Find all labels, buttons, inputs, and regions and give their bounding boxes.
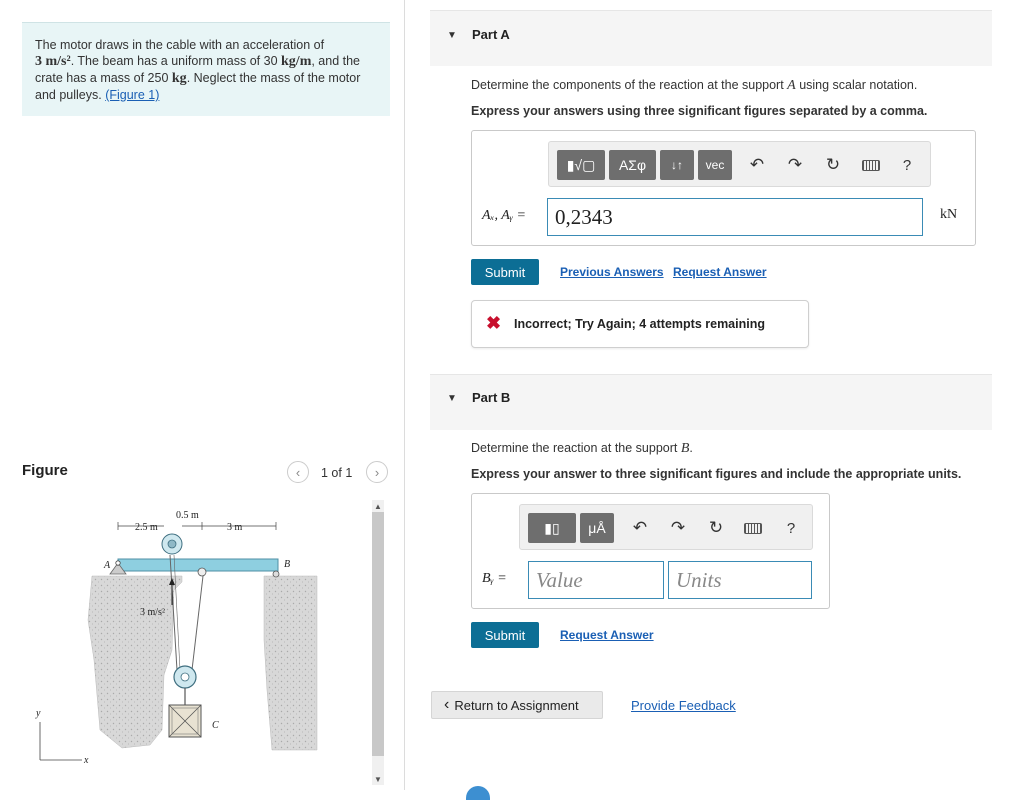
vector-button[interactable]: vec: [698, 150, 732, 180]
left-wall: [88, 576, 182, 748]
figure-heading: Figure: [22, 462, 68, 479]
part-a-instruction: Express your answers using three significant figures separated by a comma.: [471, 104, 928, 118]
figure-diagram: [22, 500, 367, 780]
part-a-prompt-after: using scalar notation.: [795, 78, 918, 92]
part-a-title: Part A: [472, 27, 510, 42]
part-a-feedback: [471, 300, 809, 348]
label-b: B: [284, 559, 291, 570]
problem-text-1: The motor draws in the cable with an acceleration of: [35, 38, 325, 52]
help-icon[interactable]: ?: [786, 519, 796, 537]
chevron-left-icon: ‹: [444, 696, 450, 713]
help-badge-icon[interactable]: [466, 786, 490, 800]
redo-icon[interactable]: ↷: [787, 155, 803, 174]
subscript-superscript-button[interactable]: ↓↑: [660, 150, 694, 180]
redo-icon[interactable]: ↷: [670, 518, 686, 537]
part-b-submit-button[interactable]: Submit: [471, 622, 539, 648]
axis-y-label: y: [36, 708, 41, 719]
part-a-submit-button[interactable]: Submit: [471, 259, 539, 285]
undo-icon[interactable]: ↶: [749, 155, 765, 174]
units-input[interactable]: [668, 561, 812, 599]
dim-left-label: 2.5 m: [135, 522, 158, 533]
figure-scrollbar-thumb[interactable]: [372, 512, 384, 756]
collapse-triangle-icon[interactable]: ▼: [447, 393, 457, 404]
crate-unit: kg: [171, 71, 187, 86]
return-label: Return to Assignment: [454, 697, 579, 713]
label-c: C: [212, 720, 219, 731]
template-button[interactable]: ▮▯: [528, 513, 576, 543]
axis-x-label: x: [84, 755, 89, 766]
problem-text-3: , and the crate has a mass of 250: [35, 54, 361, 85]
reset-icon[interactable]: ↻: [708, 518, 724, 537]
part-b-title: Part B: [472, 390, 511, 405]
label-a: A: [104, 560, 111, 571]
part-b-request-answer-link[interactable]: Request Answer: [560, 628, 654, 642]
figure-pager-text: 1 of 1: [321, 466, 353, 480]
chevron-left-icon[interactable]: ‹: [287, 461, 309, 483]
left-pane: [0, 0, 404, 794]
part-b-prompt-var: B: [680, 441, 690, 456]
part-b-header[interactable]: [430, 374, 992, 430]
part-b-prompt-before: Determine the reaction at the support: [471, 441, 681, 455]
scroll-down-icon[interactable]: ▼: [374, 774, 382, 784]
right-wall: [264, 576, 317, 750]
greek-symbols-button[interactable]: ΑΣφ: [609, 150, 656, 180]
incorrect-x-icon: ✖: [486, 313, 502, 333]
scroll-up-icon[interactable]: ▲: [374, 501, 382, 511]
template-button[interactable]: ▮√▢: [557, 150, 605, 180]
part-a-answer-input[interactable]: [547, 198, 923, 236]
beam-pulley: [198, 568, 206, 576]
part-b-answer-label: Bᵧ =: [482, 571, 507, 586]
part-a-prompt: [471, 78, 917, 94]
part-a-request-answer-link[interactable]: Request Answer: [673, 265, 767, 279]
accel-label: 3 m/s²: [140, 607, 165, 618]
dim-right-label: 3 m: [227, 522, 243, 533]
keyboard-icon[interactable]: [744, 523, 762, 534]
part-a-prompt-var: A: [787, 78, 796, 93]
part-b-instruction: Express your answer to three significant figures and include the appropriate units.: [471, 467, 962, 481]
chevron-right-icon[interactable]: ›: [366, 461, 388, 483]
pane-divider: [404, 0, 405, 790]
part-a-header[interactable]: [430, 10, 992, 66]
problem-text-4: . Neglect the mass of the motor and pulleys.: [35, 71, 361, 102]
dim-mid-label: 0.5 m: [176, 510, 199, 521]
part-a-prompt-before: Determine the components of the reaction at the support: [471, 78, 788, 92]
problem-statement: [22, 22, 390, 116]
figure-link[interactable]: (Figure 1): [105, 88, 160, 102]
help-icon[interactable]: ?: [902, 156, 912, 174]
provide-feedback-link[interactable]: Provide Feedback: [631, 698, 736, 713]
units-button[interactable]: μÅ: [580, 513, 614, 543]
value-input[interactable]: [528, 561, 664, 599]
feedback-text: Incorrect; Try Again; 4 attempts remaining: [514, 317, 765, 331]
mass-unit: kg/m: [281, 54, 312, 69]
part-a-unit: kN: [940, 207, 958, 222]
acceleration-value: 3 m/s²: [35, 54, 71, 69]
part-b-prompt-after: .: [689, 441, 693, 455]
part-b-prompt: [471, 441, 693, 457]
part-a-answer-label: Aₓ, Aᵧ =: [482, 208, 527, 223]
roller-support-b: [273, 571, 279, 577]
beam: [118, 559, 278, 571]
reset-icon[interactable]: ↻: [825, 155, 841, 174]
previous-answers-link[interactable]: Previous Answers: [560, 265, 664, 279]
undo-icon[interactable]: ↶: [632, 518, 648, 537]
collapse-triangle-icon[interactable]: ▼: [447, 30, 457, 41]
problem-text-2: . The beam has a uniform mass of 30: [70, 54, 278, 68]
keyboard-icon[interactable]: [862, 160, 880, 171]
return-to-assignment-button[interactable]: [431, 691, 603, 719]
